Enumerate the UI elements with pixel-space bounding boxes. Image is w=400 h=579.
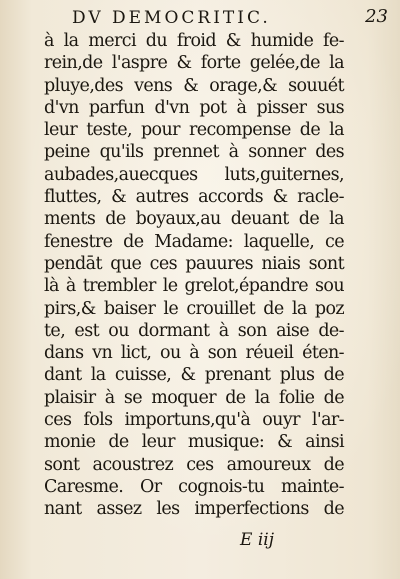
text-line: leur teste, pour recompense de la: [44, 120, 344, 141]
text-line: pluye,des vens & orage,& souuét: [44, 75, 344, 96]
running-title: DV DEMOCRITIC.: [72, 8, 271, 28]
text-line: à la merci du froid & humide fe-: [44, 31, 344, 51]
text-line: monie de leur musique: & ainsi: [44, 432, 344, 453]
text-line: rein,de l'aspre & forte gelée,de la: [44, 53, 344, 74]
text-line: pirs,& baiser le crouillet de la poz: [44, 298, 344, 319]
text-line: te, est ou dormant à son aise de-: [44, 320, 344, 341]
text-line: là à trembler le grelot,épandre sou: [44, 276, 344, 297]
text-line: fenestre de Madame: laquelle, ce: [44, 231, 344, 252]
text-line: fluttes, & autres accords & racle-: [44, 187, 344, 208]
text-line: aubades,auecques luts,guiternes,: [44, 164, 344, 185]
text-line: dant la cuisse, & prenant plus de: [44, 365, 344, 386]
text-line: dans vn lict, ou à son réueil éten-: [44, 343, 344, 364]
page-number: 23: [365, 6, 388, 27]
text-line: sont acoustrez ces amoureux de: [44, 454, 344, 475]
text-line: peine qu'ils prennet à sonner des: [44, 142, 344, 163]
body-text: [44, 30, 344, 521]
text-line: d'vn parfun d'vn pot à pisser sus: [44, 97, 344, 118]
text-line: pendāt que ces pauures niais sont: [44, 253, 344, 274]
signature-mark: E iij: [240, 530, 274, 550]
text-line: Caresme. Or cognois-tu mainte-: [44, 476, 344, 497]
text-line: plaisir à se moquer de la folie de: [44, 387, 344, 408]
text-line: ces fols importuns,qu'à ouyr l'ar-: [44, 410, 344, 431]
text-line: nant assez les imperfections de: [44, 499, 344, 520]
text-line: ments de boyaux,au deuant de la: [44, 209, 344, 230]
